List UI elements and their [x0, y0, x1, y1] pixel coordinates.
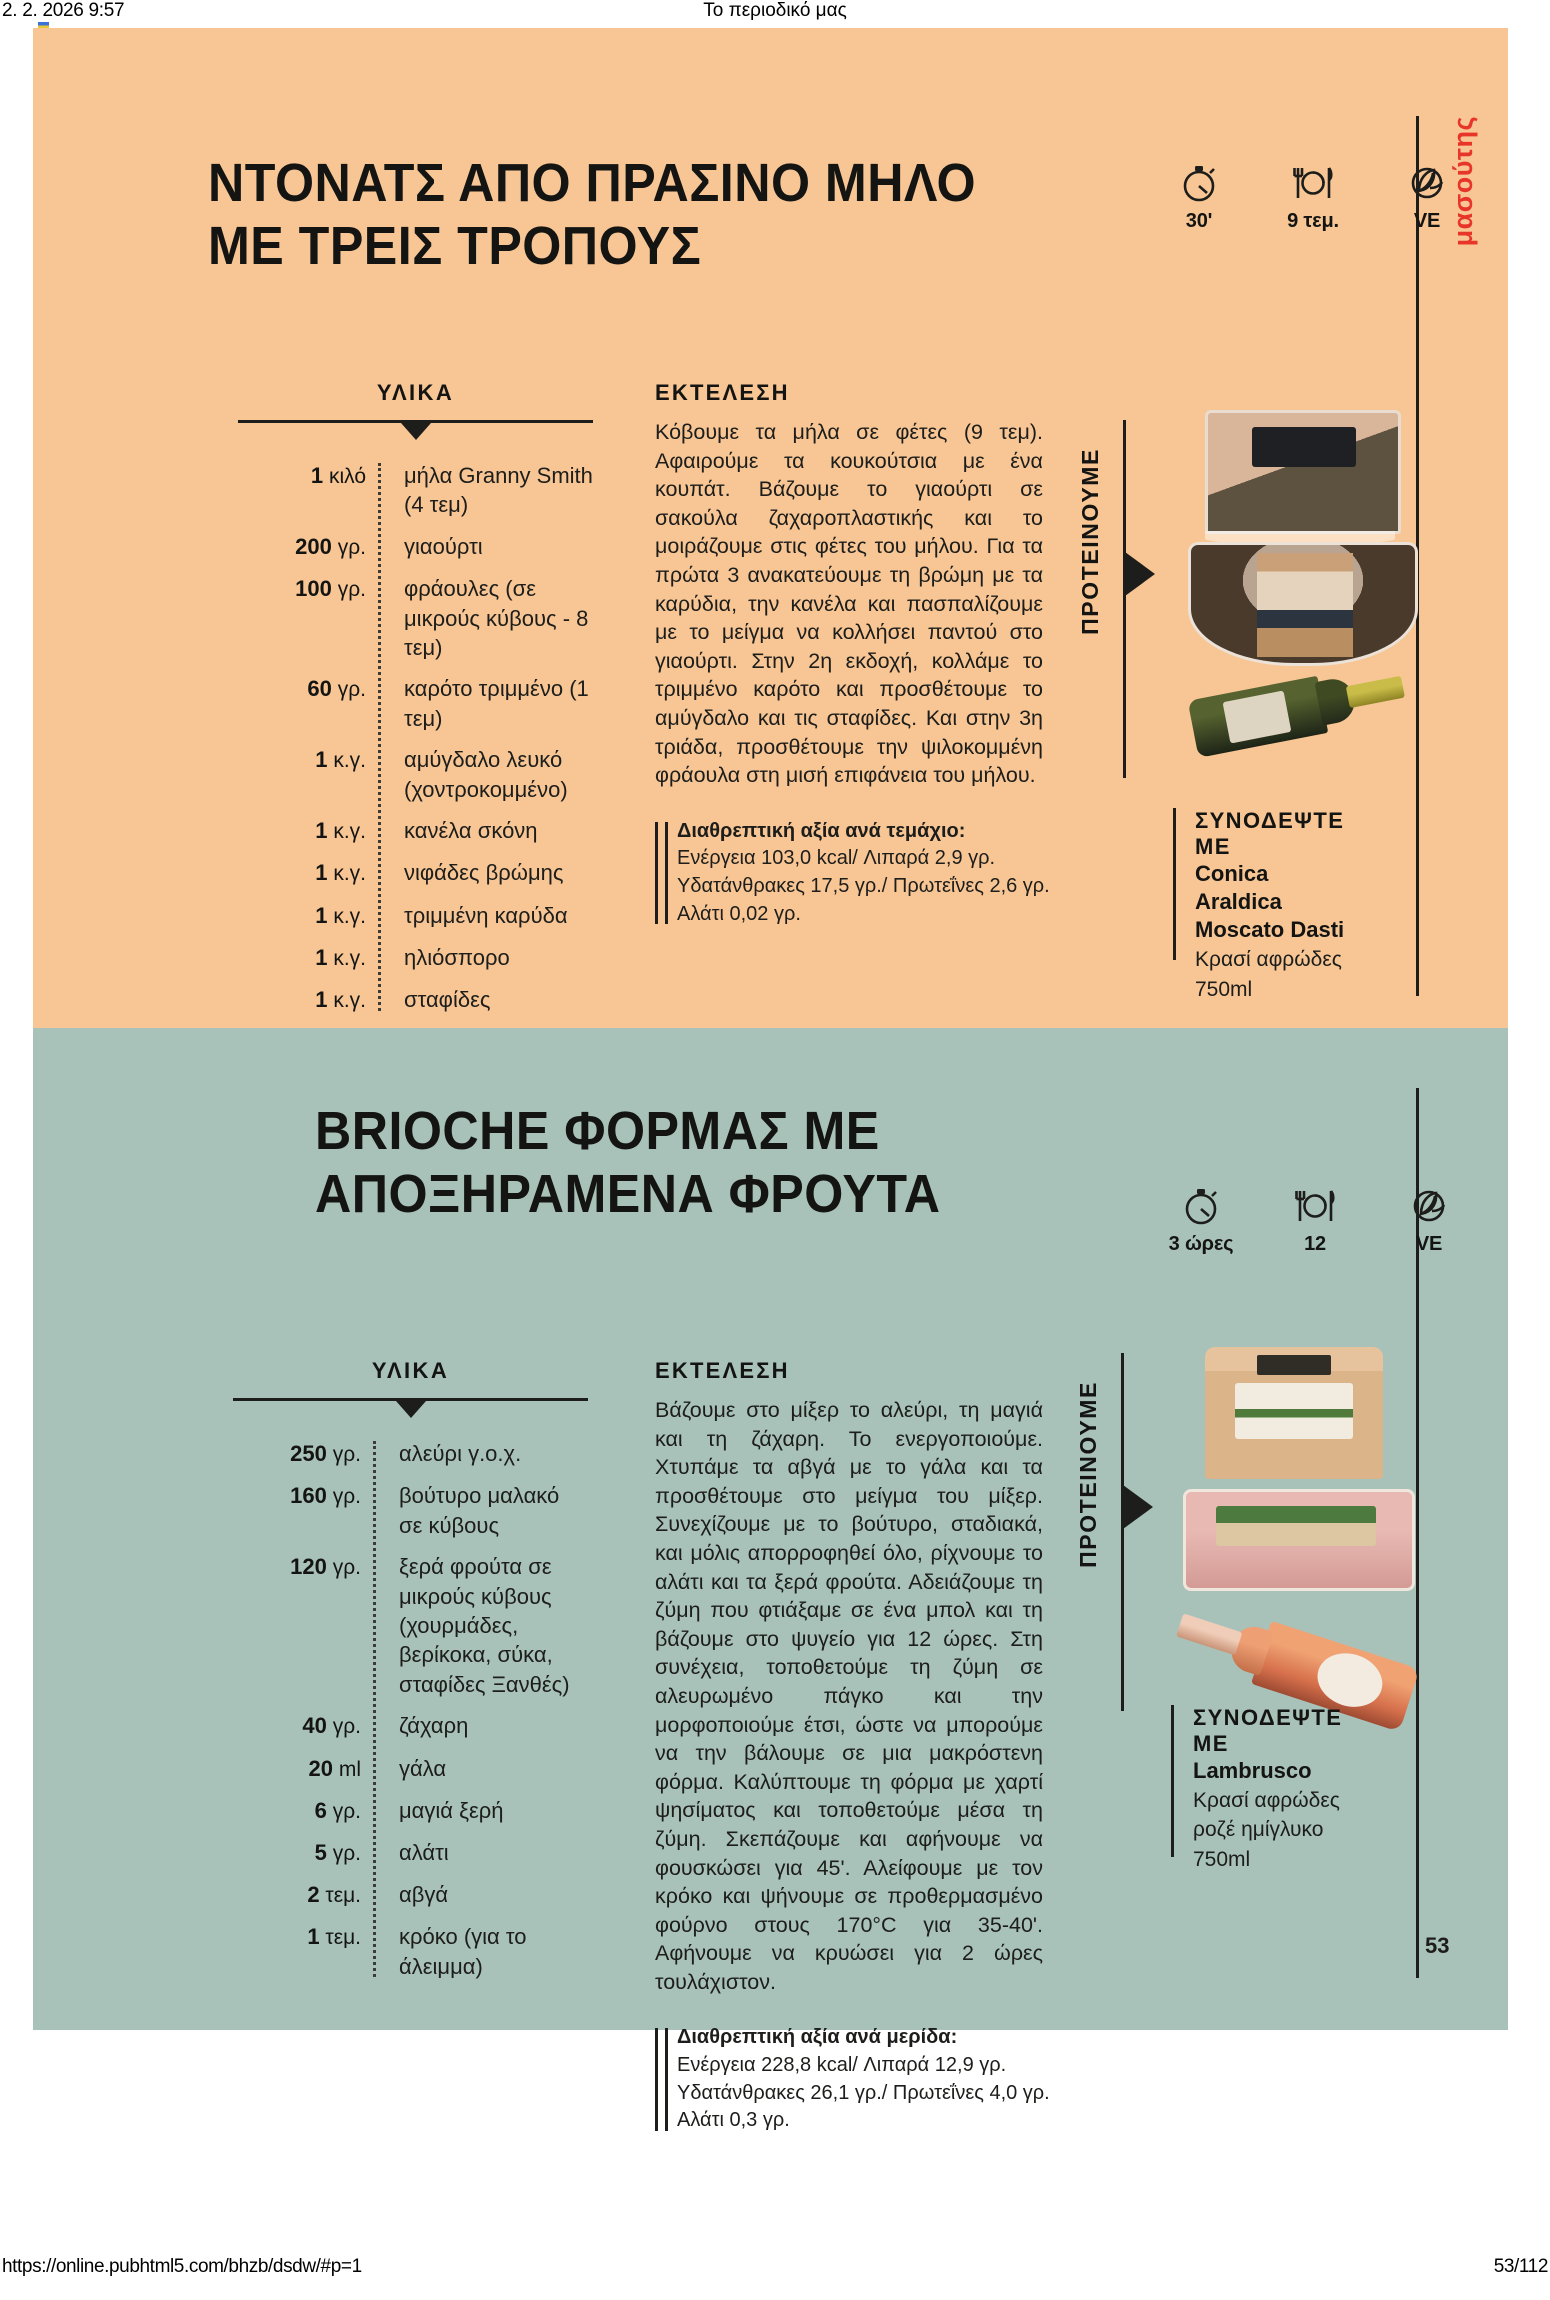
list-item — [233, 1838, 588, 1868]
list-item — [238, 943, 593, 973]
leaf-vegan-icon — [1391, 160, 1463, 206]
ingredient-name: γιαούρτι — [404, 533, 483, 559]
ingredient-name: γάλα — [399, 1755, 447, 1781]
ingredient-name: αλεύρι γ.ο.χ. — [399, 1441, 522, 1466]
product-photo-flour-bag — [1205, 1347, 1383, 1479]
pairing-block — [1171, 1705, 1342, 1873]
list-item — [238, 461, 593, 520]
ingredients-rule — [233, 1398, 588, 1401]
ingredient-name: τριμμένη καρύδα — [404, 902, 568, 928]
ingredients-list — [238, 461, 593, 1015]
list-item — [238, 745, 593, 804]
ingredient-qty: 6 γρ. — [314, 1797, 361, 1823]
list-item — [238, 901, 593, 931]
product-photo-tray — [1183, 1489, 1415, 1591]
ingredient-qty: 1 κιλό — [310, 463, 366, 488]
ingredient-qty: 2 τεμ. — [307, 1881, 361, 1907]
pairing-desc-2: 750ml — [1195, 977, 1253, 1001]
list-item — [238, 532, 593, 562]
ingredient-name: βούτυρο μαλακό σε κύβους — [399, 1483, 560, 1538]
print-footer-url: https://online.pubhtml5.com/bhzb/dsdw/#p=1 — [2, 2256, 362, 2277]
ingredients-rule — [238, 420, 593, 423]
ingredient-qty: 1 κ.γ. — [315, 860, 366, 886]
pairing-heading: ΣΥΝΟΔΕΨΤΕ ΜΕ — [1193, 1705, 1343, 1756]
ingredient-qty: 1 κ.γ. — [315, 986, 366, 1012]
ingredients-column — [238, 380, 593, 1027]
nutrition-line-3: Αλάτι 0,02 γρ. — [677, 902, 801, 925]
badge-vegan-label: VE — [1415, 1233, 1443, 1255]
pairing-desc-2: ροζέ ημίγλυκο — [1193, 1818, 1324, 1842]
ingredient-qty: 60 γρ. — [307, 676, 366, 702]
ingredient-name: αλάτι — [399, 1839, 449, 1865]
magazine-page-sheet — [33, 28, 1508, 2132]
product-photo-bag — [1205, 410, 1401, 534]
list-item — [233, 1754, 588, 1784]
method-text: Βάζουμε στο μίξερ το αλεύρι, τη μαγιά και τη ζάχαρη. Το ενεργοποιούμε. Χτυπάμε τα αβγά με το γάλα και τα προσθέτουμε στο μείγμα του μίξερ. Συνεχίζουμε με το βούτυρο, σταδιακά, και μόλις απορροφηθεί όλο, ρίχνουμε το αλάτι και τα ξερά φρούτα. Αδειάζουμε τη ζύμη που φτιάξαμε σε ένα μπολ και τη βάζουμε στο ψυγείο για 12 ώρες. Στη συνέχεια, τοποθετούμε τη ζύμη σε αλευρωμένο πάγκο και την μορφοποιούμε έτσι, ώστε να μπορούμε να την βάλουμε σε μια μακρόστενη φόρμα. Καλύπτουμε τη φόρμα με χαρτί ψησίματος και τοποθετούμε μέσα τη ζύμη. Σκεπάζουμε και αφήνουμε να φουσκώσει για 45'. Αλείφουμε με τον κρόκο και ψήνουμε σε προθερμασμένο φούρνο στους 170°C για 35-40'. Αφήνουμε να κρυώσει για 2 ώρες τουλάχιστον. — [655, 1398, 1043, 1994]
suggestion-axis-rule — [1121, 1353, 1124, 1711]
ingredient-qty: 120 γρ. — [290, 1554, 361, 1580]
suggestion-axis-rule — [1123, 420, 1126, 778]
ingredient-name: ζάχαρη — [399, 1713, 469, 1739]
ingredient-name: ηλιόσπορο — [404, 944, 510, 970]
recipe-badges — [1163, 160, 1463, 233]
ingredient-name: φράουλες (σε μικρούς κύβους - 8 τεμ) — [404, 576, 589, 660]
stopwatch-icon — [1163, 160, 1235, 206]
browser-print-footer — [0, 2256, 1550, 2286]
ingredient-name: σταφίδες — [404, 986, 491, 1012]
ingredient-qty: 160 γρ. — [290, 1483, 361, 1509]
nutrition-line-3: Αλάτι 0,3 γρ. — [677, 2109, 790, 2132]
ingredients-heading: ΥΛΙΚΑ — [371, 1358, 450, 1383]
recipe-title: ΝΤΟΝΑΤΣ ΑΠΟ ΠΡΑΣΙΝΟ ΜΗΛΟ ΜΕ ΤΡΕΙΣ ΤΡΟΠΟΥΣ — [208, 153, 977, 276]
nutrition-line-1: Ενέργεια 228,8 kcal/ Λιπαρά 12,9 γρ. — [677, 2054, 1007, 2077]
suggestion-vertical-label: ΠΡΟΤΕΙΝΟΥΜΕ — [1077, 448, 1103, 635]
list-item — [233, 1552, 588, 1699]
ingredient-qty: 250 γρ. — [290, 1441, 361, 1466]
list-item — [238, 574, 593, 662]
badge-vegan — [1393, 1183, 1465, 1256]
list-item — [233, 1711, 588, 1741]
list-item — [238, 858, 593, 888]
list-item — [233, 1439, 588, 1469]
list-item — [233, 1922, 588, 1981]
pairing-desc-3: 750ml — [1193, 1847, 1251, 1871]
print-footer-page: 53/112 — [1493, 2256, 1548, 2277]
badge-time-label: 30' — [1185, 210, 1213, 232]
list-item — [233, 1880, 588, 1910]
recipe-panel-donuts — [33, 28, 1508, 1028]
badge-time — [1163, 160, 1235, 233]
method-column — [655, 380, 1050, 928]
bottle-neck — [1176, 1613, 1242, 1655]
ingredient-qty: 1 κ.γ. — [315, 747, 366, 773]
badge-portions — [1277, 160, 1349, 233]
ingredient-qty: 1 κ.γ. — [315, 944, 366, 970]
leaf-vegan-icon — [1393, 1183, 1465, 1229]
ingredient-name: καρότο τριμμένο (1 τεμ) — [404, 676, 589, 731]
ingredients-dotted-divider — [373, 1441, 376, 1977]
nutrition-heading: Διαθρεπτική αξία ανά μερίδα: — [677, 2026, 958, 2049]
badge-portions-label: 12 — [1304, 1233, 1326, 1255]
ingredients-list — [233, 1439, 588, 1981]
ingredient-qty: 1 τεμ. — [307, 1924, 361, 1950]
print-header-date: 2. 2. 2026 9:57 — [2, 0, 125, 21]
nutrition-line-2: Υδατάνθρακες 17,5 γρ./ Πρωτεΐνες 2,6 γρ. — [677, 874, 1050, 897]
ingredient-name: μήλα Granny Smith (4 τεμ) — [404, 463, 593, 518]
pairing-desc-1: Κρασί αφρώδες — [1195, 948, 1342, 972]
method-heading: ΕΚΤΕΛΕΣΗ — [655, 1358, 790, 1383]
method-heading: ΕΚΤΕΛΕΣΗ — [655, 380, 790, 405]
pairing-desc-1: Κρασί αφρώδες — [1193, 1789, 1340, 1813]
badge-time-label: 3 ώρες — [1168, 1233, 1234, 1255]
pairing-rule — [1173, 808, 1176, 960]
ingredient-qty: 5 γρ. — [314, 1839, 361, 1865]
ingredient-qty: 1 κ.γ. — [315, 902, 366, 928]
plate-cutlery-icon — [1279, 1183, 1351, 1229]
list-item — [233, 1796, 588, 1826]
list-item — [238, 985, 593, 1015]
ingredient-name: νιφάδες βρώμης — [404, 860, 564, 886]
plate-cutlery-icon — [1277, 160, 1349, 206]
nutrition-line-2: Υδατάνθρακες 26,1 γρ./ Πρωτεΐνες 4,0 γρ. — [677, 2081, 1050, 2104]
nutrition-box — [655, 2024, 1050, 2134]
method-column — [655, 1358, 1050, 2135]
badge-vegan-label: VE — [1413, 210, 1441, 232]
pairing-product-name: Lambrusco — [1193, 1758, 1312, 1783]
recipe-panel-brioche — [33, 1028, 1508, 2132]
stopwatch-icon — [1165, 1183, 1237, 1229]
ingredient-name: ξερά φρούτα σε μικρούς κύβους (χουρμάδες, βερίκοκα, σύκα, σταφίδες Ξανθές) — [399, 1554, 570, 1697]
method-text: Κόβουμε τα μήλα σε φέτες (9 τεμ). Αφαιρούμε τα κουκούτσια με ένα κουπάτ. Βάζουμε το γιαούρτι σε σακούλα ζαχαροπλαστικής και το μοιράζουμε στις φέτες του μήλου. Για τα πρώτα 3 ανακατεύουμε τη βρώμη με τα καρύδια, την κανέλα και πασπαλίζουμε με το μείγμα να κολλήσει παντού στο γιαούρτι. Στην 2η εκδοχή, κολλάμε το τριμμένο καρότο και προσθέτουμε το αμύγδαλο και τις σταφίδες. Και στην 3η τριάδα, προσθέτουμε την ψιλοκομμένη φράουλα στη μισή επιφάνεια του μήλου. — [655, 420, 1043, 788]
ingredient-qty: 40 γρ. — [302, 1713, 361, 1739]
recipe-title: BRIOCHE ΦΟΡΜΑΣ ΜΕ ΑΠΟΞΗΡΑΜΕΝΑ ΦΡΟΥΤΑ — [315, 1101, 941, 1224]
nutrition-box — [655, 818, 1050, 928]
ingredient-name: αβγά — [399, 1881, 449, 1907]
page-number: 53 — [1425, 1933, 1450, 1958]
ingredient-name: μαγιά ξερή — [399, 1797, 504, 1823]
nutrition-heading: Διαθρεπτική αξία ανά τεμάχιο: — [677, 819, 966, 842]
badge-portions-label: 9 τεμ. — [1287, 210, 1339, 232]
pairing-heading: ΣΥΝΟΔΕΨΤΕ ΜΕ — [1195, 808, 1345, 859]
pairing-rule — [1171, 1705, 1174, 1857]
badge-vegan — [1391, 160, 1463, 233]
nutrition-line-1: Ενέργεια 103,0 kcal/ Λιπαρά 2,9 γρ. — [677, 847, 996, 870]
ingredient-name: κανέλα σκόνη — [404, 818, 538, 844]
list-item — [238, 816, 593, 846]
ingredient-qty: 200 γρ. — [295, 533, 366, 559]
ingredients-heading: ΥΛΙΚΑ — [376, 380, 455, 405]
ingredient-name: κρόκο (για το άλειμμα) — [399, 1924, 527, 1979]
pairing-text — [1173, 808, 1344, 1003]
ingredients-dotted-divider — [378, 463, 381, 1011]
suggestion-vertical-label: ΠΡΟΤΕΙΝΟΥΜΕ — [1075, 1381, 1101, 1568]
pairing-block — [1173, 808, 1344, 1003]
product-photo-wine-bottle — [1184, 642, 1412, 773]
ingredient-qty: 100 γρ. — [295, 576, 366, 602]
print-header-title: Το περιοδικό μας — [703, 0, 847, 21]
pairing-text — [1171, 1705, 1342, 1873]
bottle-neck — [1346, 676, 1405, 708]
list-item — [238, 674, 593, 733]
recipe-badges — [1165, 1183, 1465, 1256]
pairing-product-name: Conica Araldica Moscato Dasti — [1195, 861, 1345, 943]
arrow-right-icon — [1123, 1485, 1153, 1529]
ingredient-name: αμύγδαλο λευκό (χοντροκομμένο) — [404, 747, 568, 802]
arrow-right-icon — [1125, 552, 1155, 596]
list-item — [233, 1481, 588, 1540]
brand-logo-masoutis: μασούτης — [1448, 116, 1478, 247]
ingredients-column — [233, 1358, 588, 1993]
badge-portions — [1279, 1183, 1351, 1256]
badge-time — [1165, 1183, 1237, 1256]
ingredient-qty: 1 κ.γ. — [315, 818, 366, 844]
ingredient-qty: 20 ml — [308, 1755, 361, 1781]
